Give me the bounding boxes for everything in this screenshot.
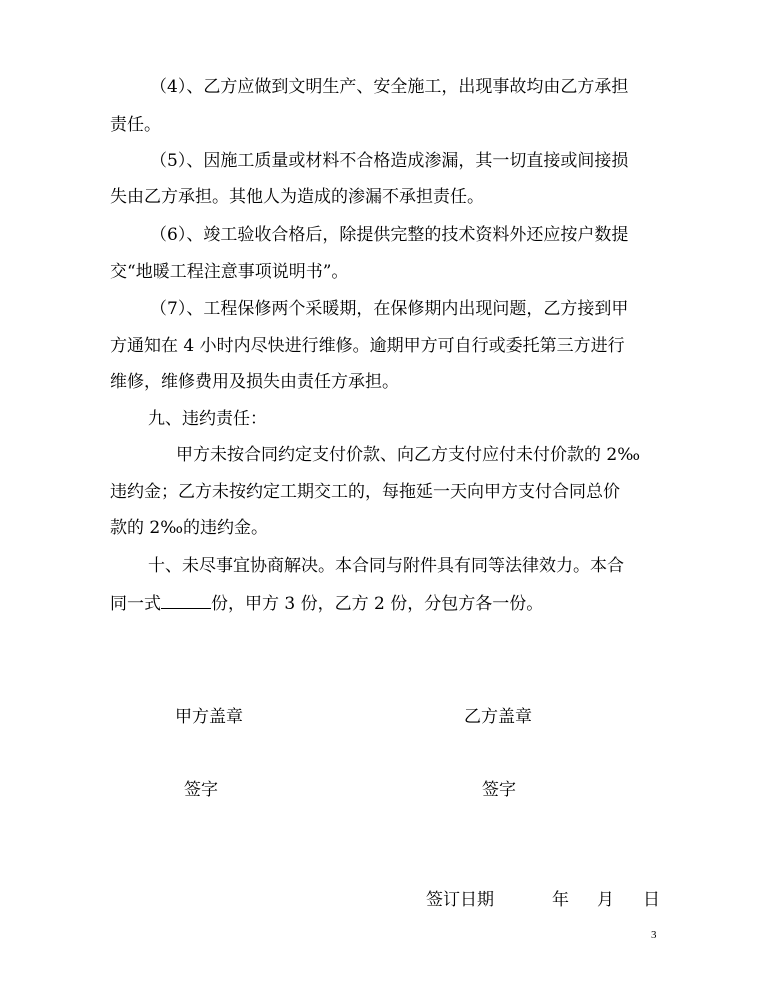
date-year: 年 <box>552 890 569 910</box>
clause-6-line-2: 交“地暖工程注意事项说明书”。 <box>110 262 349 282</box>
clause-5-line-2: 失由乙方承担。其他人为造成的渗漏不承担责任。 <box>110 187 484 207</box>
party-b-sign-label: 签字 <box>482 780 516 800</box>
clause-5-line-1: （5）、因施工质量或材料不合格造成渗漏，其一切直接或间接损 <box>150 151 629 171</box>
section-9-line-3: 款的 2‰的违约金。 <box>110 518 269 538</box>
section-10-line-1: 十、未尽事宜协商解决。本合同与附件具有同等法律效力。本合 <box>148 556 624 576</box>
page-number: 3 <box>651 929 657 941</box>
clause-7-line-3: 维修，维修费用及损失由责任方承担。 <box>110 372 399 392</box>
copies-blank <box>161 593 211 609</box>
party-a-sign-label: 签字 <box>184 780 218 800</box>
clause-7-line-1: （7）、工程保修两个采暖期，在保修期内出现问题，乙方接到甲 <box>150 299 629 319</box>
clause-4-line-1: （4）、乙方应做到文明生产、安全施工，出现事故均由乙方承担 <box>150 77 629 97</box>
date-day: 日 <box>643 890 660 910</box>
party-a-seal-label: 甲方盖章 <box>175 707 243 727</box>
section-10-copies-prefix: 同一式 <box>110 594 161 614</box>
section-9-line-1: 甲方未按合同约定支付价款、向乙方支付应付未付价款的 2‰ <box>176 445 641 465</box>
section-10-line-2 <box>110 593 543 613</box>
section-9-heading: 九、违约责任： <box>148 409 267 429</box>
date-label: 签订日期 <box>426 890 494 910</box>
clause-4-line-2: 责任。 <box>110 115 161 135</box>
party-b-seal-label: 乙方盖章 <box>464 707 532 727</box>
section-10-copies-suffix: 份，甲方 3 份，乙方 2 份，分包方各一份。 <box>211 594 544 614</box>
section-9-line-2: 违约金；乙方未按约定工期交工的，每拖延一天向甲方支付合同总价 <box>110 482 620 502</box>
clause-6-line-1: （6）、竣工验收合格后，除提供完整的技术资料外还应按户数提 <box>150 225 629 245</box>
clause-7-line-2: 方通知在 4 小时内尽快进行维修。逾期甲方可自行或委托第三方进行 <box>110 336 625 356</box>
date-month: 月 <box>597 890 614 910</box>
